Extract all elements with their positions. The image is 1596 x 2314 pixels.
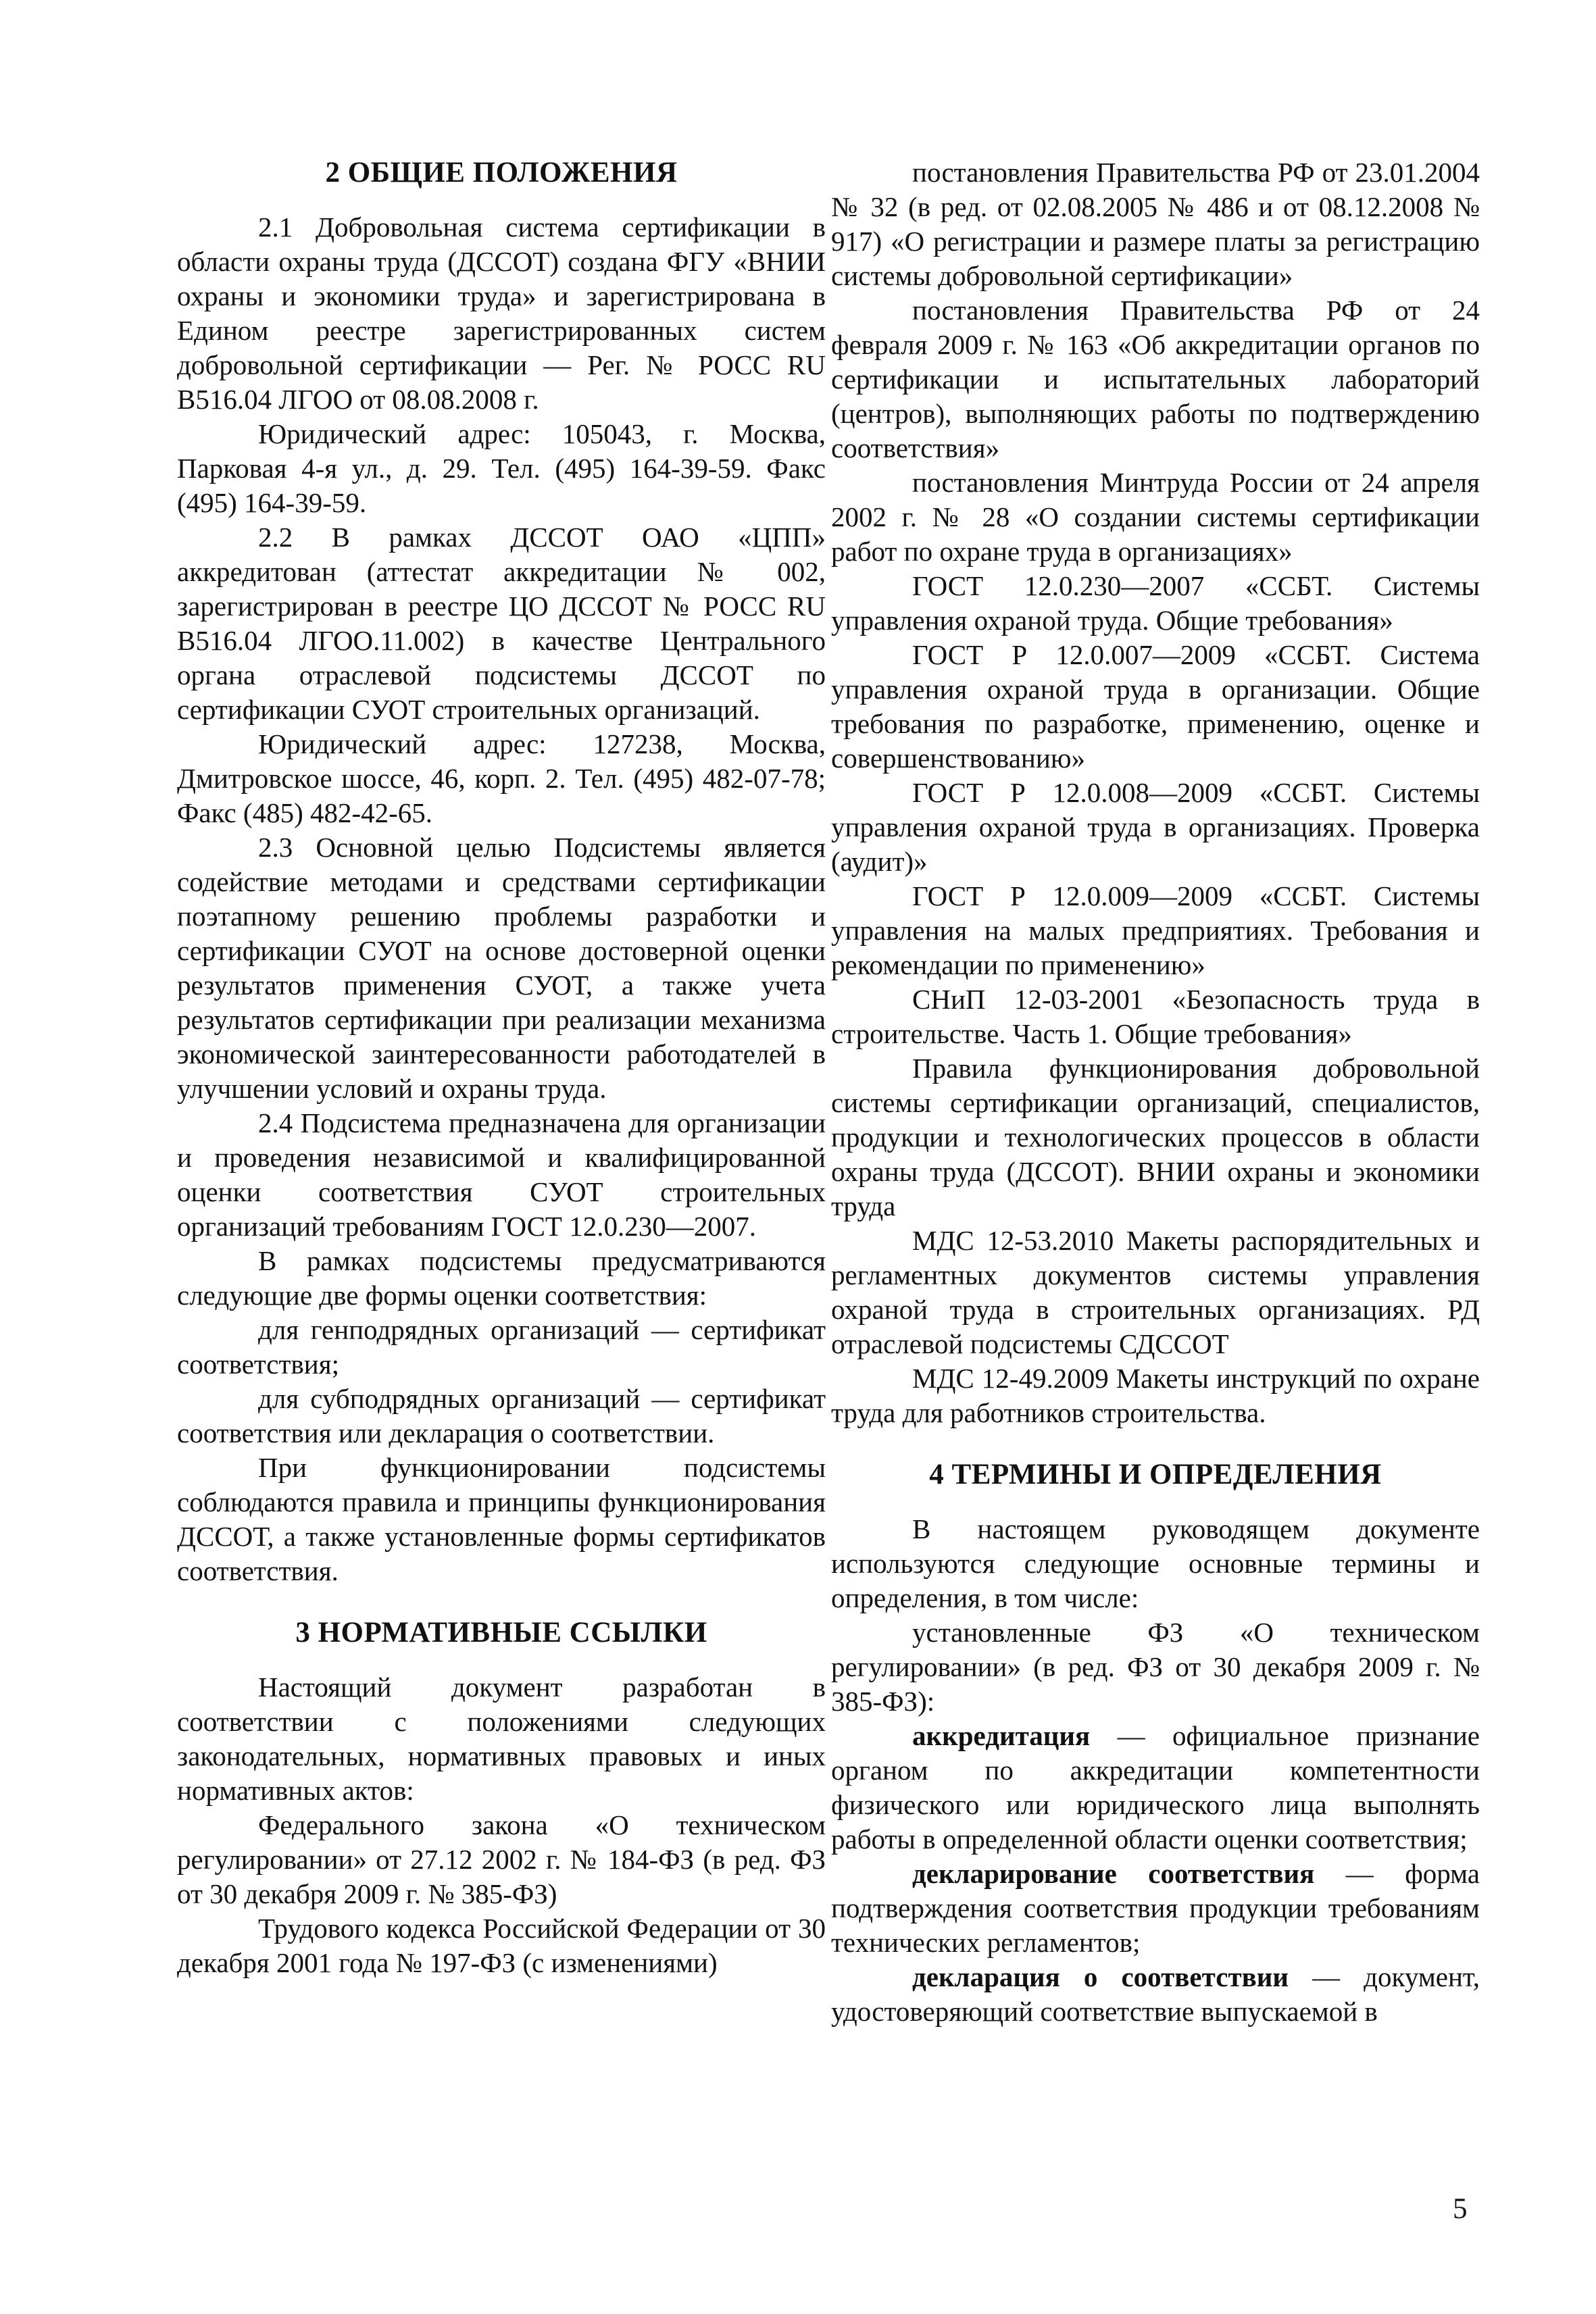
paragraph: 2.4 Подсистема предназначена для организации и проведения независимой и квалифицированной оценки соответствия СУОТ строительных организаций требованиям ГОСТ 12.0.230—2007. — [177, 1107, 826, 1242]
section-3-heading: 3 НОРМАТИВНЫЕ ССЫЛКИ — [295, 1617, 707, 1649]
paragraph: В рамках подсистемы предусматриваются следующие две формы оценки соответствия: — [177, 1245, 826, 1311]
paragraph: Настоящий документ разработан в соответствии с положениями следующих законодательных, нормативных правовых и иных нормативных актов: — [177, 1671, 826, 1806]
paragraph: Юридический адрес: 105043, г. Москва, Парковая 4-я ул., д. 29. Тел. (495) 164-39-59. Факс (495) 164-39-59. — [177, 418, 826, 518]
reference-item: постановления Правительства РФ от 23.01.2004 № 32 (в ред. от 02.08.2005 № 486 и от 08.12.2008 № 917) «О регистрации и размере платы за регистрацию системы добровольной сертификации» — [831, 157, 1480, 291]
paragraph: Федерального закона «О техническом регулировании» от 27.12 2002 г. № 184-ФЗ (в ред. ФЗ от 30 декабря 2009 г. № 385-ФЗ) — [177, 1809, 826, 1909]
paragraph: Юридический адрес: 127238, Москва, Дмитровское шоссе, 46, корп. 2. Тел. (495) 482-07-78; Факс (485) 482-42-65. — [177, 728, 826, 828]
definition-item — [831, 1719, 1480, 1857]
paragraph: для субподрядных организаций — сертификат соответствия или декларация о соответствии. — [177, 1383, 826, 1449]
reference-item: МДС 12-49.2009 Макеты инструкций по охране труда для работников строительства. — [831, 1363, 1480, 1428]
definition-item — [831, 1857, 1480, 1960]
paragraph: 2.1 Добровольная система сертификации в области охраны труда (ДССОТ) создана ФГУ «ВНИИ охраны и экономики труда» и зарегистрирована в Едином реестре зарегистрированных систем добровольной сертификации — Рег. № РОСС RU В516.04 ЛГОО от 08.08.2008 г. — [177, 211, 826, 415]
term-definition: — форма подтверждения соответствия продукции требованиям технических регламентов; — [831, 1858, 1480, 1958]
paragraph: 2.2 В рамках ДССОТ ОАО «ЦПП» аккредитован (аттестат аккредитации № 002, зарегистрирован в реестре ЦО ДССОТ № РОСС RU В516.04 ЛГОО.11.002) в качестве Центрального органа отраслевой подсистемы ДССОТ по сертификации СУОТ строительных организаций. — [177, 522, 826, 725]
term: декларация о соответствии — [912, 1961, 1289, 1992]
term-definition: — документ, удостоверяющий соответствие выпускаемой в — [831, 1961, 1480, 2027]
paragraph: Трудового кодекса Российской Федерации от 30 декабря 2001 года № 197-ФЗ (с изменениями) — [177, 1913, 826, 1978]
right-column — [831, 155, 1480, 2029]
reference-item: ГОСТ Р 12.0.007—2009 «ССБТ. Система управления охраной труда в организации. Общие требования по разработке, применению, оценке и совершенствованию» — [831, 639, 1480, 774]
reference-item: Правила функционирования добровольной системы сертификации организаций, специалистов, продукции и технологических процессов в области охраны труда (ДССОТ). ВНИИ охраны и экономики труда — [831, 1053, 1480, 1222]
page-number: 5 — [1453, 2193, 1468, 2225]
paragraph: для генподрядных организаций — сертификат соответствия; — [177, 1314, 826, 1380]
reference-item: ГОСТ Р 12.0.008—2009 «ССБТ. Системы управления охраной труда в организациях. Проверка (аудит)» — [831, 777, 1480, 877]
section-4-heading: 4 ТЕРМИНЫ И ОПРЕДЕЛЕНИЯ — [929, 1459, 1382, 1490]
term: аккредитация — [912, 1720, 1091, 1751]
reference-item: СНиП 12-03-2001 «Безопасность труда в строительстве. Часть 1. Общие требования» — [831, 984, 1480, 1049]
reference-item: постановления Правительства РФ от 24 февраля 2009 г. № 163 «Об аккредитации органов по сертификации и испытательных лабораторий (центров), выполняющих работы по подтверждению соответствия» — [831, 295, 1480, 463]
definition-item — [831, 1960, 1480, 2029]
left-column — [177, 155, 826, 1980]
paragraph: установленные ФЗ «О техническом регулировании» (в ред. ФЗ от 30 декабря 2009 г. № 385-ФЗ): — [831, 1617, 1480, 1717]
paragraph: При функционировании подсистемы соблюдаются правила и принципы функционирования ДССОТ, а также установленные формы сертификатов соответствия. — [177, 1452, 826, 1586]
term: декларирование соответствия — [912, 1858, 1315, 1889]
reference-item: ГОСТ 12.0.230—2007 «ССБТ. Системы управления охраной труда. Общие требования» — [831, 570, 1480, 636]
reference-item: МДС 12-53.2010 Макеты распорядительных и регламентных документов системы управления охраной труда в строительных организациях. РД отраслевой подсистемы СДССОТ — [831, 1225, 1480, 1359]
paragraph: В настоящем руководящем документе используются следующие основные термины и определения, в том числе: — [831, 1513, 1480, 1613]
reference-item: ГОСТ Р 12.0.009—2009 «ССБТ. Системы управления на малых предприятиях. Требования и рекомендации по применению» — [831, 880, 1480, 980]
term-definition: — официальное признание органом по аккредитации компетентности физического или юридического лица выполнять работы в определенной области оценки соответствия; — [831, 1720, 1480, 1855]
reference-item: постановления Минтруда России от 24 апреля 2002 г. № 28 «О создании системы сертификации работ по охране труда в организациях» — [831, 467, 1480, 567]
section-2-heading: 2 ОБЩИЕ ПОЛОЖЕНИЯ — [325, 157, 678, 188]
paragraph: 2.3 Основной целью Подсистемы является содействие методами и средствами сертификации поэтапному решению проблемы разработки и сертификации СУОТ на основе достоверной оценки результатов применения СУОТ, а также учета результатов сертификации при реализации механизма экономической заинтересованности работодателей в улучшении условий и охраны труда. — [177, 832, 826, 1104]
